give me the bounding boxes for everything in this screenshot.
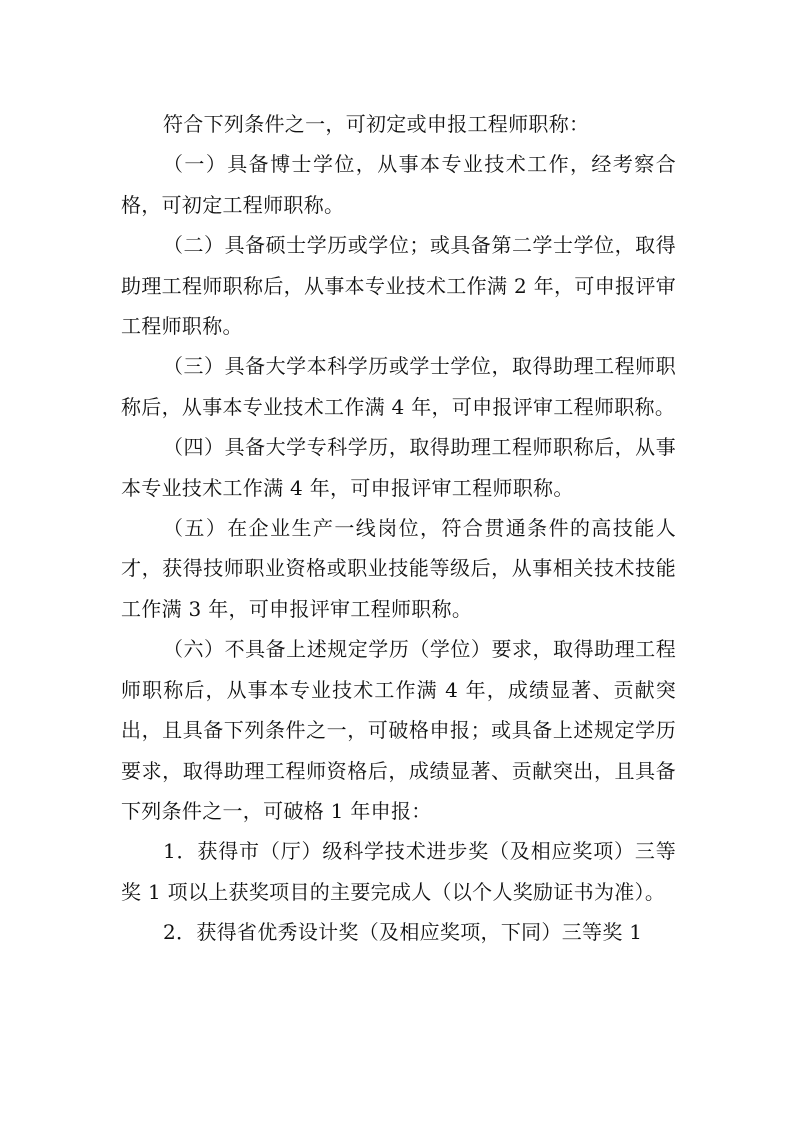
condition-6-paragraph: （六）不具备上述规定学历（学位）要求，取得助理工程师职称后，从事本专业技术工作满 4 年，成绩显著、贡献突出，且具备下列条件之一，可破格申报；或具备上述规定学历要求，取得助理工程师资格后，成绩显著、贡献突出，且具备下列条件之一，可破格 1 年申报： xyxy=(121,637,676,823)
condition-5-paragraph: （五）在企业生产一线岗位，符合贯通条件的高技能人才，获得技师职业资格或职业技能等级后，从事相关技术技能工作满 3 年，可申报评审工程师职称。 xyxy=(121,516,676,621)
intro-paragraph: 符合下列条件之一，可初定或申报工程师职称： xyxy=(163,112,590,136)
condition-1-paragraph: （一）具备博士学位，从事本专业技术工作，经考察合格，可初定工程师职称。 xyxy=(121,152,676,217)
sub-item-1-paragraph: 1．获得市（厅）级科学技术进步奖（及相应奖项）三等奖 1 项以上获奖项目的主要完成人（以个人奖励证书为准）。 xyxy=(121,839,676,904)
condition-3-paragraph: （三）具备大学本科学历或学士学位，取得助理工程师职称后，从事本专业技术工作满 4 年，可申报评审工程师职称。 xyxy=(121,354,676,419)
condition-2-paragraph: （二）具备硕士学历或学位；或具备第二学士学位，取得助理工程师职称后，从事本专业技术工作满 2 年，可申报评审工程师职称。 xyxy=(121,233,676,339)
sub-item-2-paragraph: 2．获得省优秀设计奖（及相应奖项，下同）三等奖 1 xyxy=(163,920,643,945)
condition-4-paragraph: （四）具备大学专科学历，取得助理工程师职称后，从事本专业技术工作满 4 年，可申报评审工程师职称。 xyxy=(121,435,676,500)
document-body xyxy=(121,104,676,953)
